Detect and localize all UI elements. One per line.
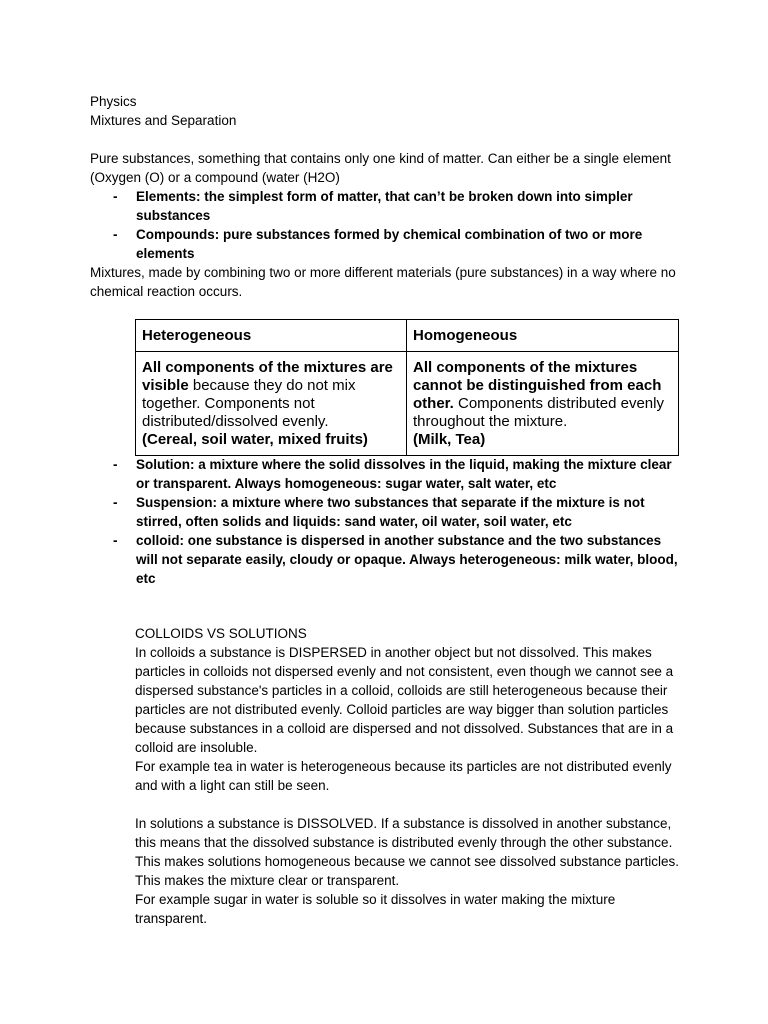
- comparison-table: [135, 319, 679, 456]
- solutions-example: For example sugar in water is soluble so it dissolves in water making the mixture transparent.: [135, 892, 616, 926]
- mixture-types-section: [90, 455, 680, 588]
- colloids-paragraph: In colloids a substance is DISPERSED in another object but not dissolved. This makes particles in colloids not dispersed evenly and not consistent, even though we cannot see a dispersed substance's particles in a colloid, colloids are still heterogeneous because their particles are not distributed evenly. Colloid particles are way bigger than solution particles because substances in a colloid are dispersed and not dissolved. Substances that are in a colloid are insoluble.: [135, 645, 674, 755]
- solutions-paragraph: In solutions a substance is DISSOLVED. If a substance is dissolved in another substance, this means that the dissolved substance is distributed evenly through the other substance. This makes solutions homogeneous because we cannot see dissolved substance particles. This makes the mixture clear or transparent.: [135, 816, 680, 888]
- list-item: [90, 493, 680, 531]
- list-item: [90, 187, 680, 225]
- list-item: [90, 455, 680, 493]
- heterogeneous-examples: (Cereal, soil water, mixed fruits): [142, 431, 368, 448]
- bullet-dash: -: [113, 533, 118, 548]
- mixture-types-list: [90, 455, 680, 588]
- table-row: [136, 352, 679, 456]
- bullet-dash: -: [113, 227, 118, 242]
- heterogeneous-cell: [136, 352, 407, 456]
- table-header-homogeneous: Homogeneous: [407, 320, 679, 352]
- bullet-dash: -: [113, 189, 118, 204]
- homogeneous-lead: All components of the mixtures cannot be distinguished from each other.: [413, 359, 662, 412]
- pure-substances-section: [90, 149, 680, 301]
- compounds-definition: Compounds: pure substances formed by chemical combination of two or more elements: [136, 227, 643, 261]
- list-item: [90, 225, 680, 263]
- topic-title: Mixtures and Separation: [90, 113, 237, 128]
- subject-title: Physics: [90, 94, 137, 109]
- homogeneous-cell: [407, 352, 679, 456]
- elements-definition: Elements: the simplest form of matter, that can’t be broken down into simpler substances: [136, 189, 633, 223]
- pure-substances-list: [90, 187, 680, 263]
- bullet-dash: -: [113, 495, 118, 510]
- colloids-example: For example tea in water is heterogeneous because its particles are not distributed evenly and with a light can still be seen.: [135, 759, 672, 793]
- colloid-definition: colloid: one substance is dispersed in another substance and the two substances will not separate easily, cloudy or opaque. Always heterogeneous: milk water, blood, etc: [136, 533, 678, 586]
- table-header-heterogeneous: Heterogeneous: [136, 320, 407, 352]
- homogeneous-description: Components distributed evenly throughout the mixture.: [413, 395, 664, 430]
- pure-substances-intro: Pure substances, something that contains only one kind of matter. Can either be a single element (Oxygen (O) or a compound (water (H2O): [90, 151, 671, 185]
- suspension-definition: Suspension: a mixture where two substances that separate if the mixture is not stirred, often solids and liquids: sand water, oil water, soil water, etc: [136, 495, 645, 529]
- heterogeneous-description: because they do not mix together. Components not distributed/dissolved evenly.: [142, 377, 356, 430]
- homogeneous-examples: (Milk, Tea): [413, 431, 486, 448]
- solution-definition: Solution: a mixture where the solid dissolves in the liquid, making the mixture clear or transparent. Always homogeneous: sugar water, salt water, etc: [136, 457, 672, 491]
- colloids-vs-solutions-section: [135, 624, 680, 928]
- table-header-row: [136, 320, 679, 352]
- list-item: [90, 531, 680, 588]
- mixtures-intro: Mixtures, made by combining two or more different materials (pure substances) in a way where no chemical reaction occurs.: [90, 265, 676, 299]
- heterogeneous-lead: All components of the mixtures are visible: [142, 359, 393, 394]
- section-heading: COLLOIDS VS SOLUTIONS: [135, 626, 307, 641]
- bullet-dash: -: [113, 457, 118, 472]
- document-header: [90, 92, 680, 130]
